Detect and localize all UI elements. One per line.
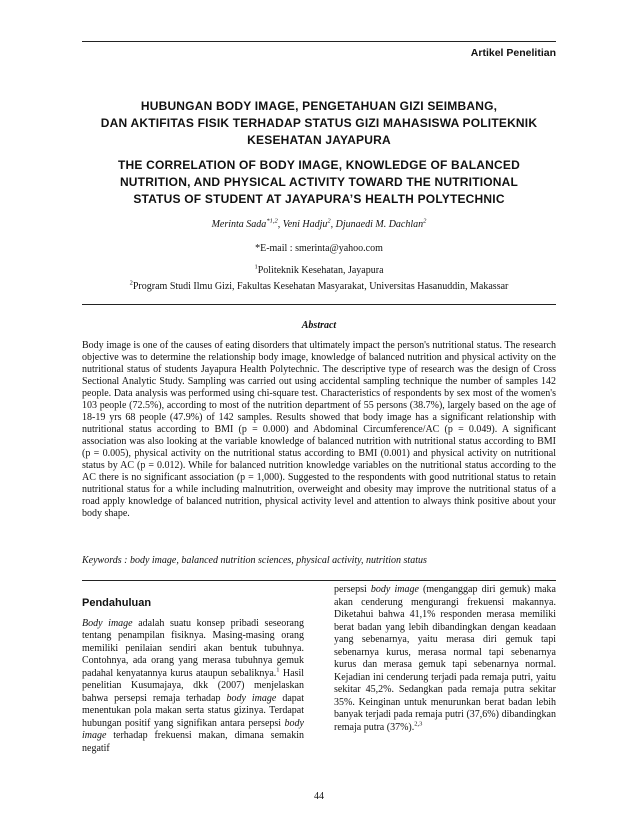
author-2-sup: 2 bbox=[327, 217, 331, 225]
author-list bbox=[82, 219, 556, 230]
title-indonesian bbox=[82, 98, 556, 149]
title-en-line-3: STATUS OF STUDENT AT JAYAPURA’S HEALTH POLYTECHNIC bbox=[133, 192, 505, 206]
intro-left-text-2: Hasil penelitian Kusumajaya, dkk (2007) menjelaskan bahwa persepsi remaja terhadap bbox=[82, 667, 304, 704]
affiliation-2-sup: 2 bbox=[129, 279, 133, 287]
intro-heading: Pendahuluan bbox=[82, 597, 152, 609]
intro-left-text-4: terhadap frekuensi makan, dimana semakin negatif bbox=[82, 730, 304, 754]
author-3-sup: 2 bbox=[423, 217, 427, 225]
intro-left-em-3: body image bbox=[82, 717, 304, 741]
page-number: 44 bbox=[314, 791, 324, 802]
author-1: Merinta Sada bbox=[211, 219, 267, 230]
intro-left-sup: 1 bbox=[276, 666, 280, 674]
title-english bbox=[82, 157, 556, 208]
top-rule bbox=[82, 41, 556, 42]
intro-right-text-2: (menganggap diri gemuk) maka akan cenderung mengurangi frekuensi makannya. Diketahui bahwa 41,1% responden merasa memiliki berat badan yang lebih dibandingkan dengan keadaan yang sebenarnya, yaitu merasa diri gemuk tapi sebenarnya kurus, merasa normal tapi sebenarnya kurus dan merasa gemuk tapi sebenarnya normal. Kejadian ini cenderung terjadi pada remaja putri, yaitu sekitar 45,2%. Sedangkan pada remaja putra sekitar 35%. Keinginan untuk menurunkan berat badan lebih banyak terjadi pada remaja putri (37,6%) dibandingkan remaja putra (37%). bbox=[334, 584, 556, 733]
affiliation-2 bbox=[82, 281, 556, 292]
intro-left-text-1: adalah suatu konsep pribadi seseorang tentang penampilan fisiknya. Masing-masing orang memiliki penilaian sendiri akan bentuk tubuhnya. Contohnya, ada orang yang merasa tubuhnya gemuk padahal kenyatannya kurus ataupun sebaliknya. bbox=[82, 617, 304, 679]
title-id-line-3: KESEHATAN JAYAPURA bbox=[247, 133, 391, 147]
abstract-top-rule bbox=[82, 304, 556, 305]
title-en-line-1: THE CORRELATION OF BODY IMAGE, KNOWLEDGE OF BALANCED bbox=[118, 158, 520, 172]
affiliation-1-sup: 1 bbox=[254, 263, 258, 271]
intro-right-column bbox=[334, 584, 556, 734]
keywords: Keywords : body image, balanced nutrition sciences, physical activity, nutrition status bbox=[82, 555, 427, 566]
intro-right-sup: 2,3 bbox=[414, 720, 423, 728]
affiliation-2-text: Program Studi Ilmu Gizi, Fakultas Kesehatan Masyarakat, Universitas Hasanuddin, Makassar bbox=[132, 281, 509, 292]
intro-left-em-1: Body image bbox=[82, 617, 133, 629]
section-label: Artikel Penelitian bbox=[470, 47, 556, 59]
intro-right-paragraph bbox=[334, 584, 556, 734]
author-1-sup: *1,2 bbox=[266, 217, 278, 225]
abstract-body: Body image is one of the causes of eating disorders that ultimately impact the person's nutritional status. The research objective was to determine the relationship body image, knowledge of balanced nutrition and physical activity on the nutritional status of students Jayapura Health Polytechnic. The descriptive type of research was the design of Cross Sectional Analytic Study. Sampling was carried out using accidental sampling technique the number of samples 142 people. Data analysis was performed using chi-square test. Characteristics of respondents by sex most of the women's 103 people (72.5%), according to most of the nutrition department of 55 persons (38.7%), largely based on the age of 18-19 yrs 68 people (47.9%) of 142 samples. Results showed that body image has a significant relationship with nutritional status according to BMI (p = 0.000) and Abdominal Circumference/AC (p = 0.049). A significant association was also looking at the variable knowledge of balanced nutrition with nutritional status according to BMI (p = 0.005), physical activity on the nutritional status according to BMI (0.001) and physical activity on nutritional status by AC (p = 0.012). While for balanced nutrition knowledge variables on the nutritional status according to the AC there is no significant association (p = 1,000). Suggested to the respondents with good nutritional status to retain nutritional status for a while including malnutrition, overweight and obesity may improve the nutritional status of a road apply knowledge of balanced nutrition, physical activity level and attention to always think positive about your body shape. bbox=[82, 340, 556, 519]
author-email: *E-mail : smerinta@yahoo.com bbox=[255, 243, 383, 254]
abstract-heading: Abstract bbox=[301, 320, 337, 331]
affiliation-1-text: Politeknik Kesehatan, Jayapura bbox=[257, 265, 384, 276]
intro-right-text-1: persepsi bbox=[334, 584, 371, 595]
intro-right-em: body image bbox=[370, 584, 419, 595]
intro-left-text-3: dapat menentukan pola makan serta status gizinya. Terdapat hubungan positif yang signifikan antara persepsi bbox=[82, 692, 304, 729]
author-2: , Veni Hadju bbox=[277, 219, 328, 230]
abstract-bottom-rule bbox=[82, 580, 556, 581]
title-id-line-2: DAN AKTIFITAS FISIK TERHADAP STATUS GIZI MAHASISWA POLITEKNIK bbox=[100, 116, 538, 130]
intro-left-em-2: body image bbox=[226, 692, 277, 704]
affiliation-1 bbox=[82, 265, 556, 276]
author-3: , Djunaedi M. Dachlan bbox=[330, 219, 424, 230]
title-en-line-2: NUTRITION, AND PHYSICAL ACTIVITY TOWARD THE NUTRITIONAL bbox=[119, 175, 519, 189]
intro-left-column bbox=[82, 597, 304, 755]
title-id-line-1: HUBUNGAN BODY IMAGE, PENGETAHUAN GIZI SEIMBANG, bbox=[140, 99, 498, 113]
intro-left-paragraph bbox=[82, 618, 304, 756]
